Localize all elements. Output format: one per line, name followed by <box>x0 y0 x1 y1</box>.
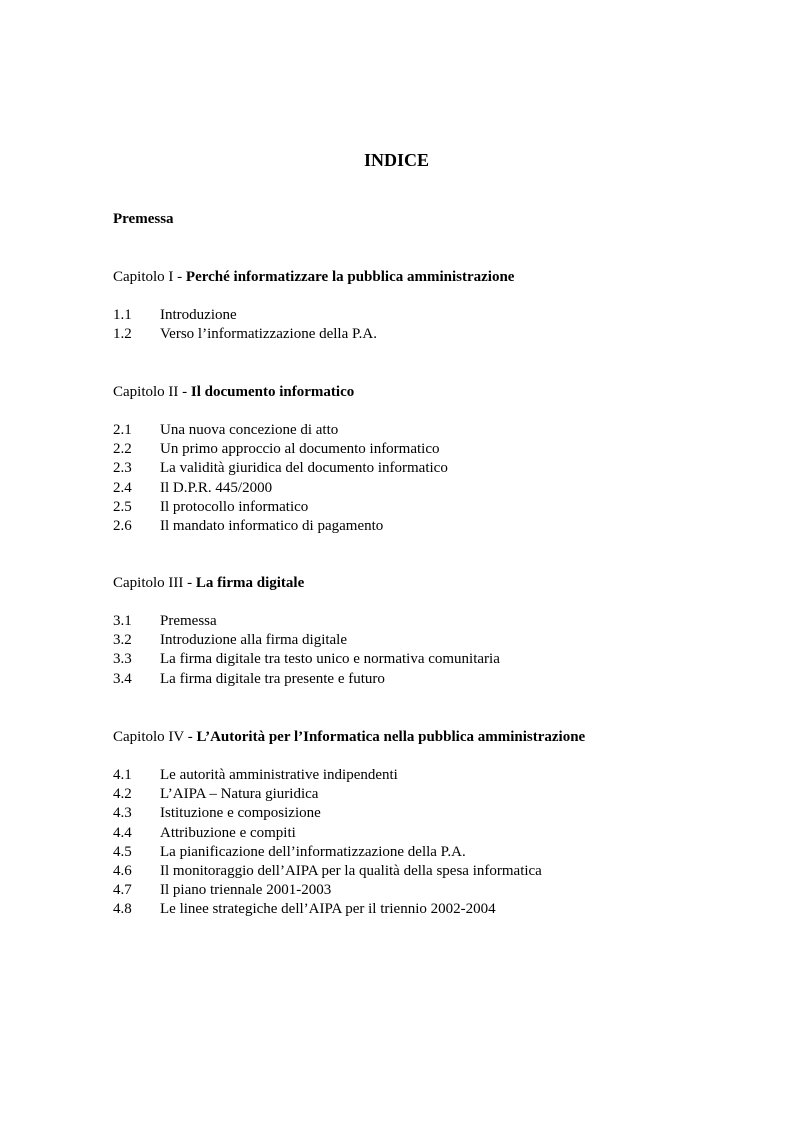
toc-item <box>113 862 753 881</box>
toc-item <box>113 612 753 631</box>
toc-item-number: 3.1 <box>113 613 132 629</box>
toc-item-text: Il protocollo informatico <box>160 498 309 515</box>
chapter-2 <box>113 383 753 536</box>
toc-item <box>113 325 753 344</box>
toc-item-number: 1.1 <box>113 307 132 323</box>
toc-item-number: 4.5 <box>113 843 132 860</box>
toc-item <box>113 843 753 862</box>
toc-item <box>113 766 753 785</box>
toc-item-text: Un primo approccio al documento informatico <box>160 441 440 458</box>
toc-item-number: 2.3 <box>113 460 132 477</box>
toc-item-text: Verso l’informatizzazione della P.A. <box>160 326 378 343</box>
toc-item-text: Le linee strategiche dell’AIPA per il triennio 2002-2004 <box>160 901 496 918</box>
toc-item <box>113 900 753 919</box>
toc-item-text: Introduzione <box>160 307 237 323</box>
toc-item-text: Il piano triennale 2001-2003 <box>160 882 332 899</box>
chapter-heading <box>113 383 753 402</box>
toc-item-text: Premessa <box>160 613 217 629</box>
toc-item-text: Il monitoraggio dell’AIPA per la qualità della spesa informatica <box>160 862 542 879</box>
toc-item <box>113 785 753 804</box>
toc-item-text: Introduzione alla firma digitale <box>160 632 348 649</box>
toc-item-number: 4.8 <box>113 901 132 918</box>
toc-item-number: 1.2 <box>113 326 132 343</box>
toc-item <box>113 440 753 459</box>
chapter-heading <box>113 574 753 593</box>
toc-item <box>113 881 753 900</box>
toc-item-text: La validità giuridica del documento informatico <box>160 460 448 477</box>
toc-item-number: 2.4 <box>113 479 132 496</box>
toc-item <box>113 804 753 823</box>
toc-item-text: Le autorità amministrative indipendenti <box>160 767 398 783</box>
toc-item-number: 4.1 <box>113 767 132 783</box>
toc-item-text: Attribuzione e compiti <box>160 824 296 841</box>
toc-item-text: L’AIPA – Natura giuridica <box>160 786 319 803</box>
toc-item-number: 2.5 <box>113 498 132 515</box>
toc-item-text: Il D.P.R. 445/2000 <box>160 479 273 496</box>
toc-item-text: Una nuova concezione di atto <box>160 422 339 438</box>
toc-item-text: Istituzione e composizione <box>160 805 321 822</box>
toc-item <box>113 498 753 517</box>
chapter-heading <box>113 268 753 287</box>
toc-item-text: La pianificazione dell’informatizzazione della P.A. <box>160 843 466 860</box>
toc-item-number: 4.2 <box>113 786 132 803</box>
toc-item-number: 2.6 <box>113 517 132 534</box>
toc-item-number: 2.1 <box>113 422 132 438</box>
chapter-heading <box>113 728 753 747</box>
chapter-1 <box>113 268 753 344</box>
toc-item <box>113 421 753 440</box>
chapter-label: Capitolo III - <box>113 575 196 591</box>
chapter-label: Capitolo II - <box>113 384 191 400</box>
toc-item-text: La firma digitale tra presente e futuro <box>160 670 385 687</box>
toc-item-number: 4.3 <box>113 805 132 822</box>
toc-item <box>113 631 753 650</box>
toc-item-text: Il mandato informatico di pagamento <box>160 517 384 534</box>
toc-item <box>113 670 753 689</box>
chapter-title: L’Autorità per l’Informatica nella pubblica amministrazione <box>196 729 586 745</box>
toc-item <box>113 459 753 478</box>
chapter-label: Capitolo IV - <box>113 729 197 745</box>
chapter-title: Perché informatizzare la pubblica amministrazione <box>185 269 515 285</box>
premessa-heading: Premessa <box>113 211 174 227</box>
toc-item-number: 4.6 <box>113 862 132 879</box>
chapter-title: Il documento informatico <box>190 384 355 400</box>
toc-item-number: 4.7 <box>113 882 132 899</box>
toc-item-number: 3.4 <box>113 670 132 687</box>
toc-item-number: 3.2 <box>113 632 132 649</box>
toc-item <box>113 650 753 669</box>
chapter-4 <box>113 728 753 920</box>
chapter-title: La firma digitale <box>195 575 305 591</box>
toc-item-text: La firma digitale tra testo unico e normativa comunitaria <box>160 651 500 668</box>
toc-item-number: 4.4 <box>113 824 132 841</box>
toc-item <box>113 824 753 843</box>
page-title: INDICE <box>363 150 429 170</box>
chapter-3 <box>113 574 753 689</box>
toc-item-number: 3.3 <box>113 651 132 668</box>
toc-item-number: 2.2 <box>113 441 132 458</box>
toc-item <box>113 479 753 498</box>
chapter-label: Capitolo I - <box>113 269 186 285</box>
toc-item <box>113 306 753 325</box>
toc-item <box>113 517 753 536</box>
